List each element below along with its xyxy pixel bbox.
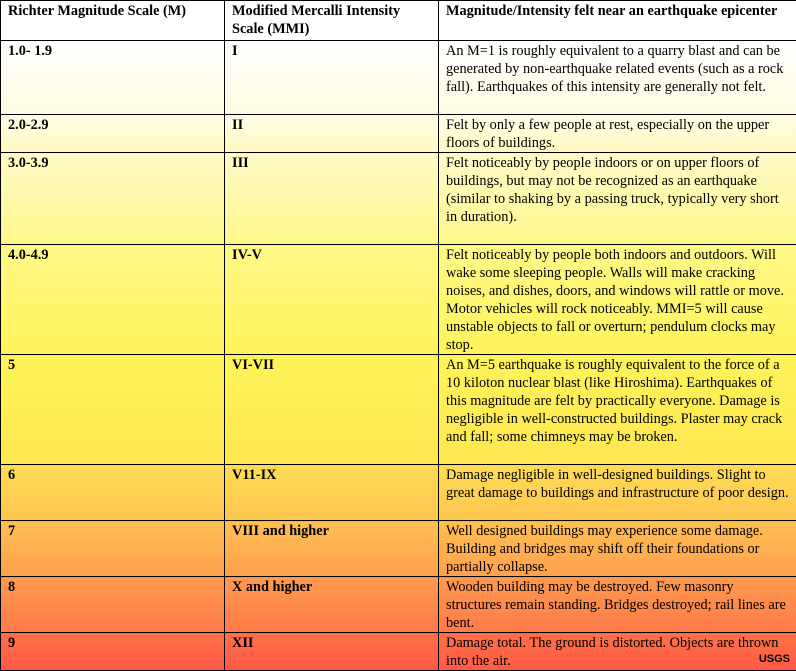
table-row (1, 41, 796, 115)
header-mercalli: Modified Mercalli Intensity Scale (MMI) (225, 1, 439, 41)
header-richter: Richter Magnitude Scale (M) (1, 1, 225, 41)
magnitude-cell: 8 (1, 577, 225, 633)
intensity-cell: III (225, 153, 439, 245)
table-row (1, 577, 796, 633)
intensity-cell: V11-IX (225, 465, 439, 521)
magnitude-cell: 5 (1, 355, 225, 465)
intensity-cell: VIII and higher (225, 521, 439, 577)
header-row (1, 1, 796, 41)
table-row (1, 153, 796, 245)
intensity-cell: II (225, 115, 439, 153)
magnitude-cell: 4.0-4.9 (1, 245, 225, 355)
intensity-cell: IV-V (225, 245, 439, 355)
magnitude-cell: 2.0-2.9 (1, 115, 225, 153)
intensity-cell: X and higher (225, 577, 439, 633)
table-row (1, 633, 796, 671)
description-cell: An M=1 is roughly equivalent to a quarry blast and can be generated by non-earthquake related events (such as a rock fall). Earthquakes of this intensity are generally not felt. (439, 41, 796, 115)
magnitude-cell: 3.0-3.9 (1, 153, 225, 245)
table-row (1, 115, 796, 153)
header-description: Magnitude/Intensity felt near an earthquake epicenter (439, 1, 796, 41)
description-cell: An M=5 earthquake is roughly equivalent to the force of a 10 kiloton nuclear blast (like Hiroshima). Earthquakes of this magnitude are felt by practically everyone. Damage is negligible in well-constructed buildings. Plaster may crack and fall; some chimneys may be broken. (439, 355, 796, 465)
magnitude-cell: 7 (1, 521, 225, 577)
description-cell: Damage total. The ground is distorted. Objects are thrown into the air. (439, 633, 796, 671)
intensity-cell: VI-VII (225, 355, 439, 465)
description-cell: Felt by only a few people at rest, especially on the upper floors of buildings. (439, 115, 796, 153)
usgs-credit: USGS (759, 653, 790, 665)
description-cell: Damage negligible in well-designed buildings. Slight to great damage to buildings and infrastructure of poor design. (439, 465, 796, 521)
magnitude-cell: 9 (1, 633, 225, 671)
description-cell: Felt noticeably by people indoors or on upper floors of buildings, but may not be recognized as an earthquake (similar to shaking by a passing truck, typically very short in duration). (439, 153, 796, 245)
magnitude-cell: 6 (1, 465, 225, 521)
description-cell: Felt noticeably by people both indoors and outdoors. Will wake some sleeping people. Walls will make cracking noises, and dishes, doors, and windows will rattle or move. Motor vehicles will rock noticeably. MMI=5 will cause unstable objects to fall or overturn; pendulum clocks may stop. (439, 245, 796, 355)
magnitude-cell: 1.0- 1.9 (1, 41, 225, 115)
description-cell: Wooden building may be destroyed. Few masonry structures remain standing. Bridges destroyed; rail lines are bent. (439, 577, 796, 633)
table-row (1, 521, 796, 577)
table-row (1, 355, 796, 465)
description-cell: Well designed buildings may experience some damage. Building and bridges may shift off their foundations or partially collapse. (439, 521, 796, 577)
table-row (1, 245, 796, 355)
table-row (1, 465, 796, 521)
intensity-cell: I (225, 41, 439, 115)
intensity-cell: XII (225, 633, 439, 671)
